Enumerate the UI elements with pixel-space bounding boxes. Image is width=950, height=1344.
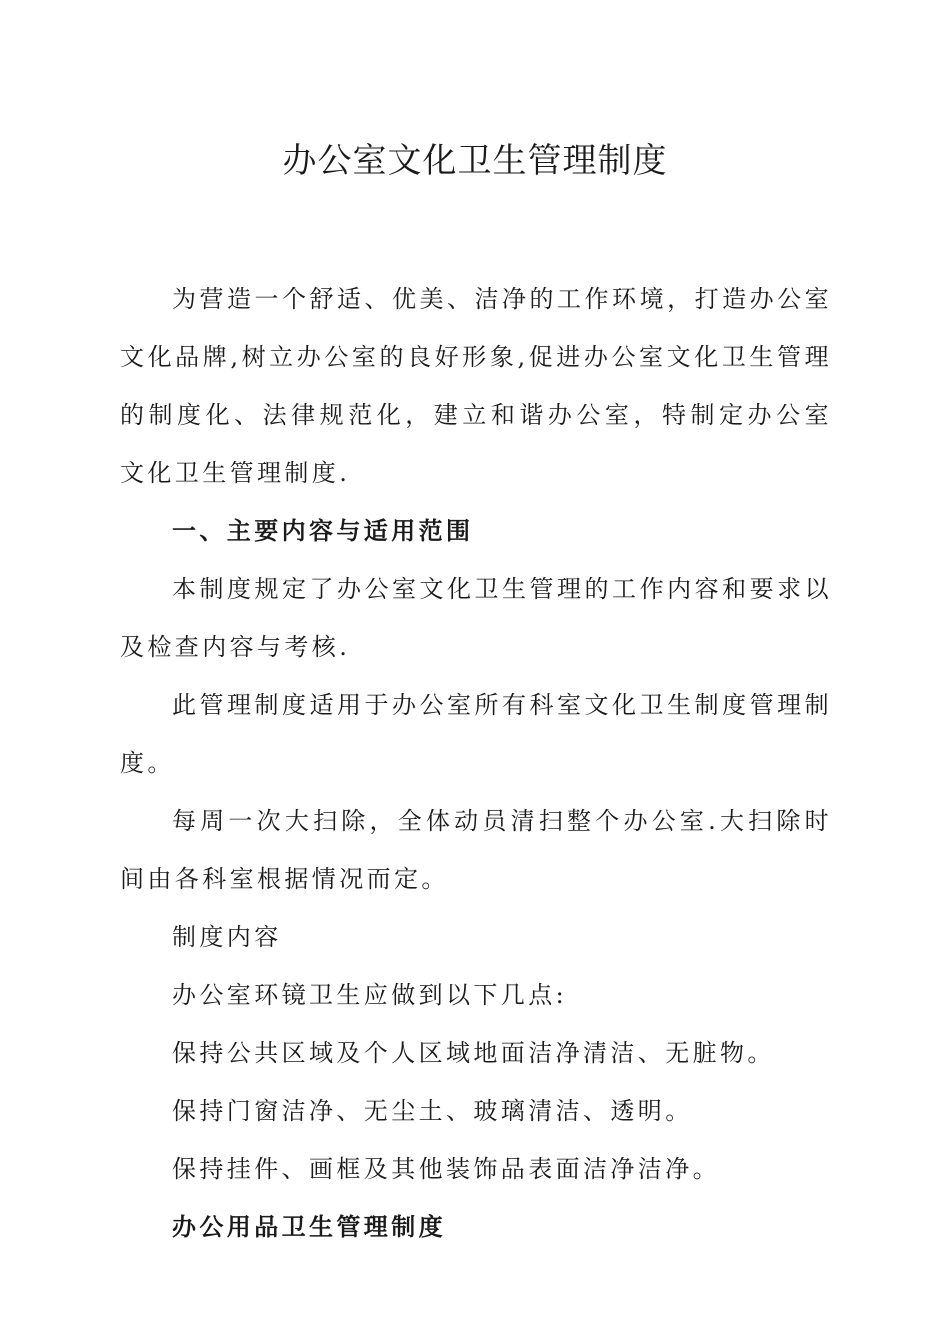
section-heading-scope: 一、主要内容与适用范围 — [172, 516, 474, 545]
intro-paragraph: 为营造一个舒适、优美、洁净的工作环境，打造办公室文化品牌,树立办公室的良好形象,促进办公室文化卫生管理的制度化、法律规范化，建立和谐办公室，特制定办公室文化卫生管理制度. — [120, 285, 832, 487]
paragraph-window-rule: 保持门窗洁净、无尘土、玻璃清洁、透明。 — [172, 1097, 693, 1125]
paragraph-weekly-cleaning: 每周一次大扫除，全体动员清扫整个办公室.大扫除时间由各科室根据情况而定。 — [120, 807, 832, 893]
document-title: 办公室文化卫生管理制度 — [282, 141, 668, 181]
section-heading-office-supplies: 办公用品卫生管理制度 — [172, 1212, 446, 1241]
paragraph-decoration-rule: 保持挂件、画框及其他装饰品表面洁净洁净。 — [172, 1155, 720, 1183]
document-body — [120, 270, 832, 1256]
paragraph-scope-content: 本制度规定了办公室文化卫生管理的工作内容和要求以及检查内容与考核. — [120, 575, 832, 661]
paragraph-environment-rules: 办公室环镜卫生应做到以下几点: — [172, 981, 568, 1009]
paragraph-system-content: 制度内容 — [172, 923, 282, 951]
paragraph-applicability: 此管理制度适用于办公室所有科室文化卫生制度管理制度。 — [120, 691, 832, 777]
paragraph-floor-rule: 保持公共区域及个人区域地面洁净清洁、无脏物。 — [172, 1039, 775, 1067]
